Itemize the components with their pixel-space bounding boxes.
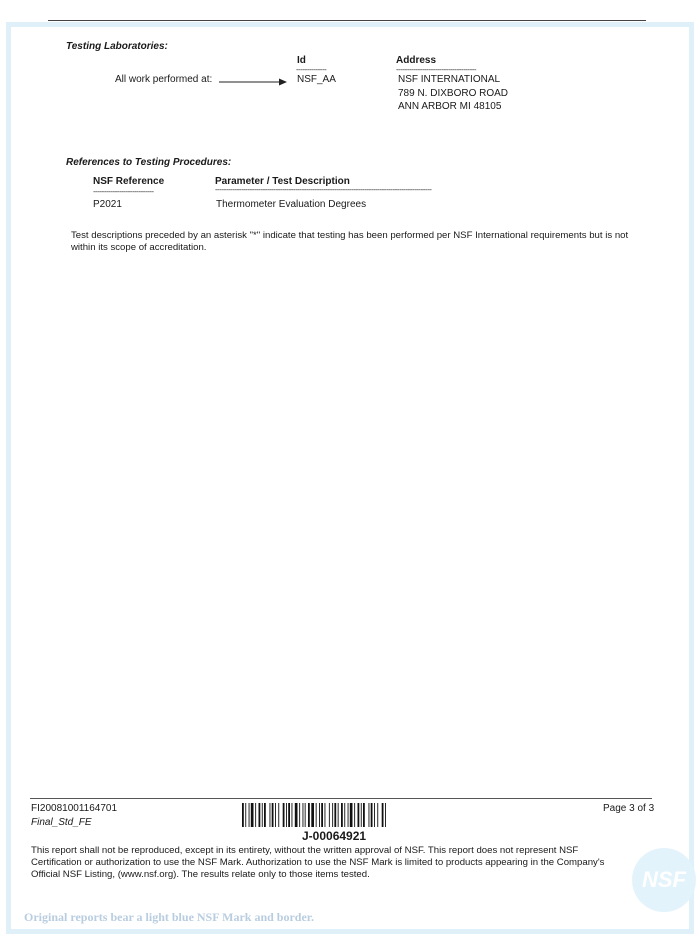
lab-id: NSF_AA (297, 74, 336, 85)
address-column-header: Address (396, 55, 437, 66)
address-line-2: 789 N. DIXBORO ROAD (398, 88, 509, 99)
address-line-3: ANN ARBOR MI 48105 (398, 101, 502, 112)
arrow-right-icon (219, 78, 287, 86)
work-performed-label: All work performed at: (115, 74, 213, 85)
testing-laboratories-title: Testing Laboratories: (66, 41, 168, 52)
description-underline: ---------------------------------------------------------------------------------------------------- (215, 187, 432, 193)
id-underline: -------------- (296, 67, 327, 73)
watermark-notice: Original reports bear a light blue NSF Mark and border. (24, 910, 315, 924)
description-column-header: Parameter / Test Description (215, 176, 350, 187)
file-id: FI20081001164701 (31, 803, 118, 814)
footer-rule (30, 798, 652, 799)
reference-cell: P2021 (93, 199, 122, 210)
id-column-header: Id (297, 55, 306, 66)
description-cell: Thermometer Evaluation Degrees (216, 199, 367, 210)
barcode-image (242, 803, 386, 827)
page-number: Page 3 of 3 (603, 803, 655, 814)
report-disclaimer: This report shall not be reproduced, except in its entirety, without the written approval of NSF. This report does not represent NSF Certification or authorization to use the NSF Mark. Authorization to use the NSF Mark is limited to products appearing in the Company's Official NSF Listing, (www.nsf.org). The results relate only to those items tested. (31, 845, 605, 880)
top-rule (48, 20, 646, 21)
nsf-mark-seal: NSF (632, 848, 696, 912)
job-number: J-00064921 (302, 829, 367, 843)
template-name: Final_Std_FE (31, 817, 92, 828)
reference-underline: ---------------------------- (93, 189, 154, 195)
references-title: References to Testing Procedures: (66, 157, 232, 168)
address-line-1: NSF INTERNATIONAL (398, 74, 501, 85)
accreditation-notice: Test descriptions preceded by an asterisk "*" indicate that testing has been performed per NSF International requirements but is not within its scope of accreditation. (71, 230, 629, 253)
nsf-reference-column-header: NSF Reference (93, 176, 165, 187)
address-underline: ------------------------------------- (396, 67, 477, 73)
